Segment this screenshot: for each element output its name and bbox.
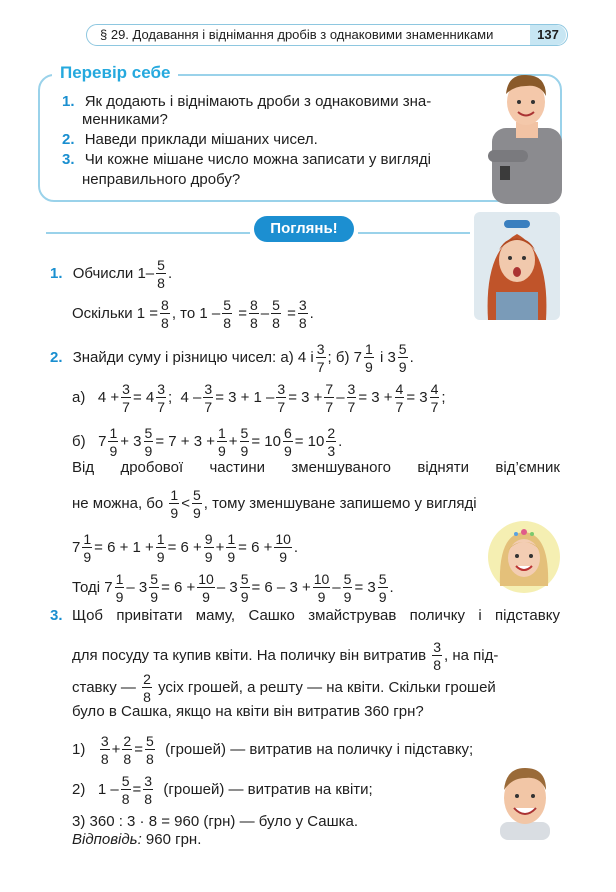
question-3: [62, 150, 431, 170]
exercise-1-line-2: Оскільки 1 = $\frac{8}{8}$ , то 1 – $\frac{5}{8}$ = $\frac{8}{8}$ – $\frac{5}{8}$ = $\frac{3}{8}$ .: [72, 297, 314, 331]
question-3-cont: неправильного дробу?: [82, 171, 241, 188]
exercise-number: 3.: [50, 607, 63, 624]
exercise-number: 2.: [50, 348, 63, 366]
exercise-2-paragraph-1: Від дробової частини зменшуваного відняти від’ємник: [72, 459, 560, 476]
exercise-3-line-2: для посуду та купив квіти. На поличку він витратив $\frac{3}{8}$ , на під-: [72, 639, 499, 673]
divider-right: [358, 232, 470, 234]
girl-smiling-icon: [486, 520, 562, 594]
exercise-2-then: Тоді 7 $\frac{1}{9}$ – 3 $\frac{5}{9}$ = 6 + $\frac{10}{9}$ – 3 $\frac{5}{9}$ = 6 – 3 + $\frac{10}{9}$ – $\frac{5}{9}$ = 3 $\frac{5}{9}$ .: [72, 571, 394, 605]
question-number: 2.: [62, 131, 75, 148]
exercise-3-step-1: 1) $\frac{3}{8}$ + $\frac{2}{8}$ = $\frac{5}{8}$ (грошей) — витратив на поличку і підставку;: [72, 733, 474, 767]
exercise-2-b: б) 7 $\frac{1}{9}$ + 3 $\frac{5}{9}$ = 7 + 3 + $\frac{1}{9}$ + $\frac{5}{9}$ = 10 $\frac{6}{9}$ = 10 $\frac{2}{3}$ .: [72, 425, 343, 459]
exercise-3-step-3: 3) 360 : 3 · 8 = 960 (грн) — було у Сашка.: [72, 813, 359, 830]
question-text: Наведи приклади мішаних чисел.: [84, 131, 318, 148]
exercise-3-step-2: 2) 1 – $\frac{5}{8}$ = $\frac{3}{8}$ (грошей) — витратив на квіти;: [72, 773, 373, 807]
page-number: 137: [530, 25, 566, 45]
question-text: Чи кожне мішане число можна записати у вигляді: [84, 151, 431, 168]
exercise-1-line-1: 1. Обчисли 1– $\frac{5}{8}$ .: [50, 257, 173, 291]
exercise-2-rewrite: 7 $\frac{1}{9}$ = 6 + 1 + $\frac{1}{9}$ = 6 + $\frac{9}{9}$ + $\frac{1}{9}$ = 6 + $\frac{10}{9}$ .: [72, 531, 299, 565]
exercise-3-line-3: ставку — $\frac{2}{8}$ усіх грошей, а решту — на квіти. Скільки грошей: [72, 671, 496, 705]
girl-red-hair-icon: [474, 212, 560, 320]
exercise-2-paragraph-2: не можна, бо $\frac{1}{9}$ < $\frac{5}{9}$ , тому зменшуване запишемо у вигляді: [72, 487, 477, 521]
divider-left: [46, 232, 250, 234]
question-number: 1.: [62, 93, 75, 110]
exercise-2-a: а) 4 + $\frac{3}{7}$ = 4 $\frac{3}{7}$ ; 4 – $\frac{3}{7}$ = 3 + 1 – $\frac{3}{7}$ = 3 + $\frac{7}{7}$ – $\frac{3}{7}$ = 3 + $\frac{4}{7}$ = 3 $\frac{4}{7}$ ;: [72, 381, 446, 415]
question-1: [62, 92, 431, 112]
exercise-3-line-1-text: Щоб привітати маму, Сашко змайстрував поличку і підставку: [72, 607, 560, 624]
boy-pointing-icon: [486, 66, 568, 204]
exercise-2-intro: 2. Знайди суму і різницю чисел: а) 4 і $\frac{3}{7}$ ; б) 7 $\frac{1}{9}$ і 3 $\frac{5}{9}$ .: [50, 341, 414, 375]
boy-smiling-icon: [494, 764, 556, 840]
look-label: Поглянь!: [254, 216, 354, 242]
question-1-cont: менниками?: [82, 111, 168, 128]
fraction: $\frac{5}{8}$: [157, 257, 165, 291]
exercise-number: 1.: [50, 264, 63, 282]
exercise-3-line-1: [50, 606, 63, 626]
check-yourself-title: Перевір себе: [52, 62, 178, 84]
question-text: Як додають і віднімають дроби з однаковими зна-: [84, 93, 432, 110]
question-number: 3.: [62, 151, 75, 168]
chapter-title: § 29. Додавання і віднімання дробів з однаковими знаменниками: [100, 27, 494, 42]
text: Обчисли 1–: [72, 264, 155, 282]
exercise-3-answer: Відповідь: 960 грн.: [72, 831, 202, 848]
exercise-3-line-4: було в Сашка, якщо на квіти він витратив 360 грн?: [72, 703, 424, 720]
question-2: [62, 130, 318, 150]
